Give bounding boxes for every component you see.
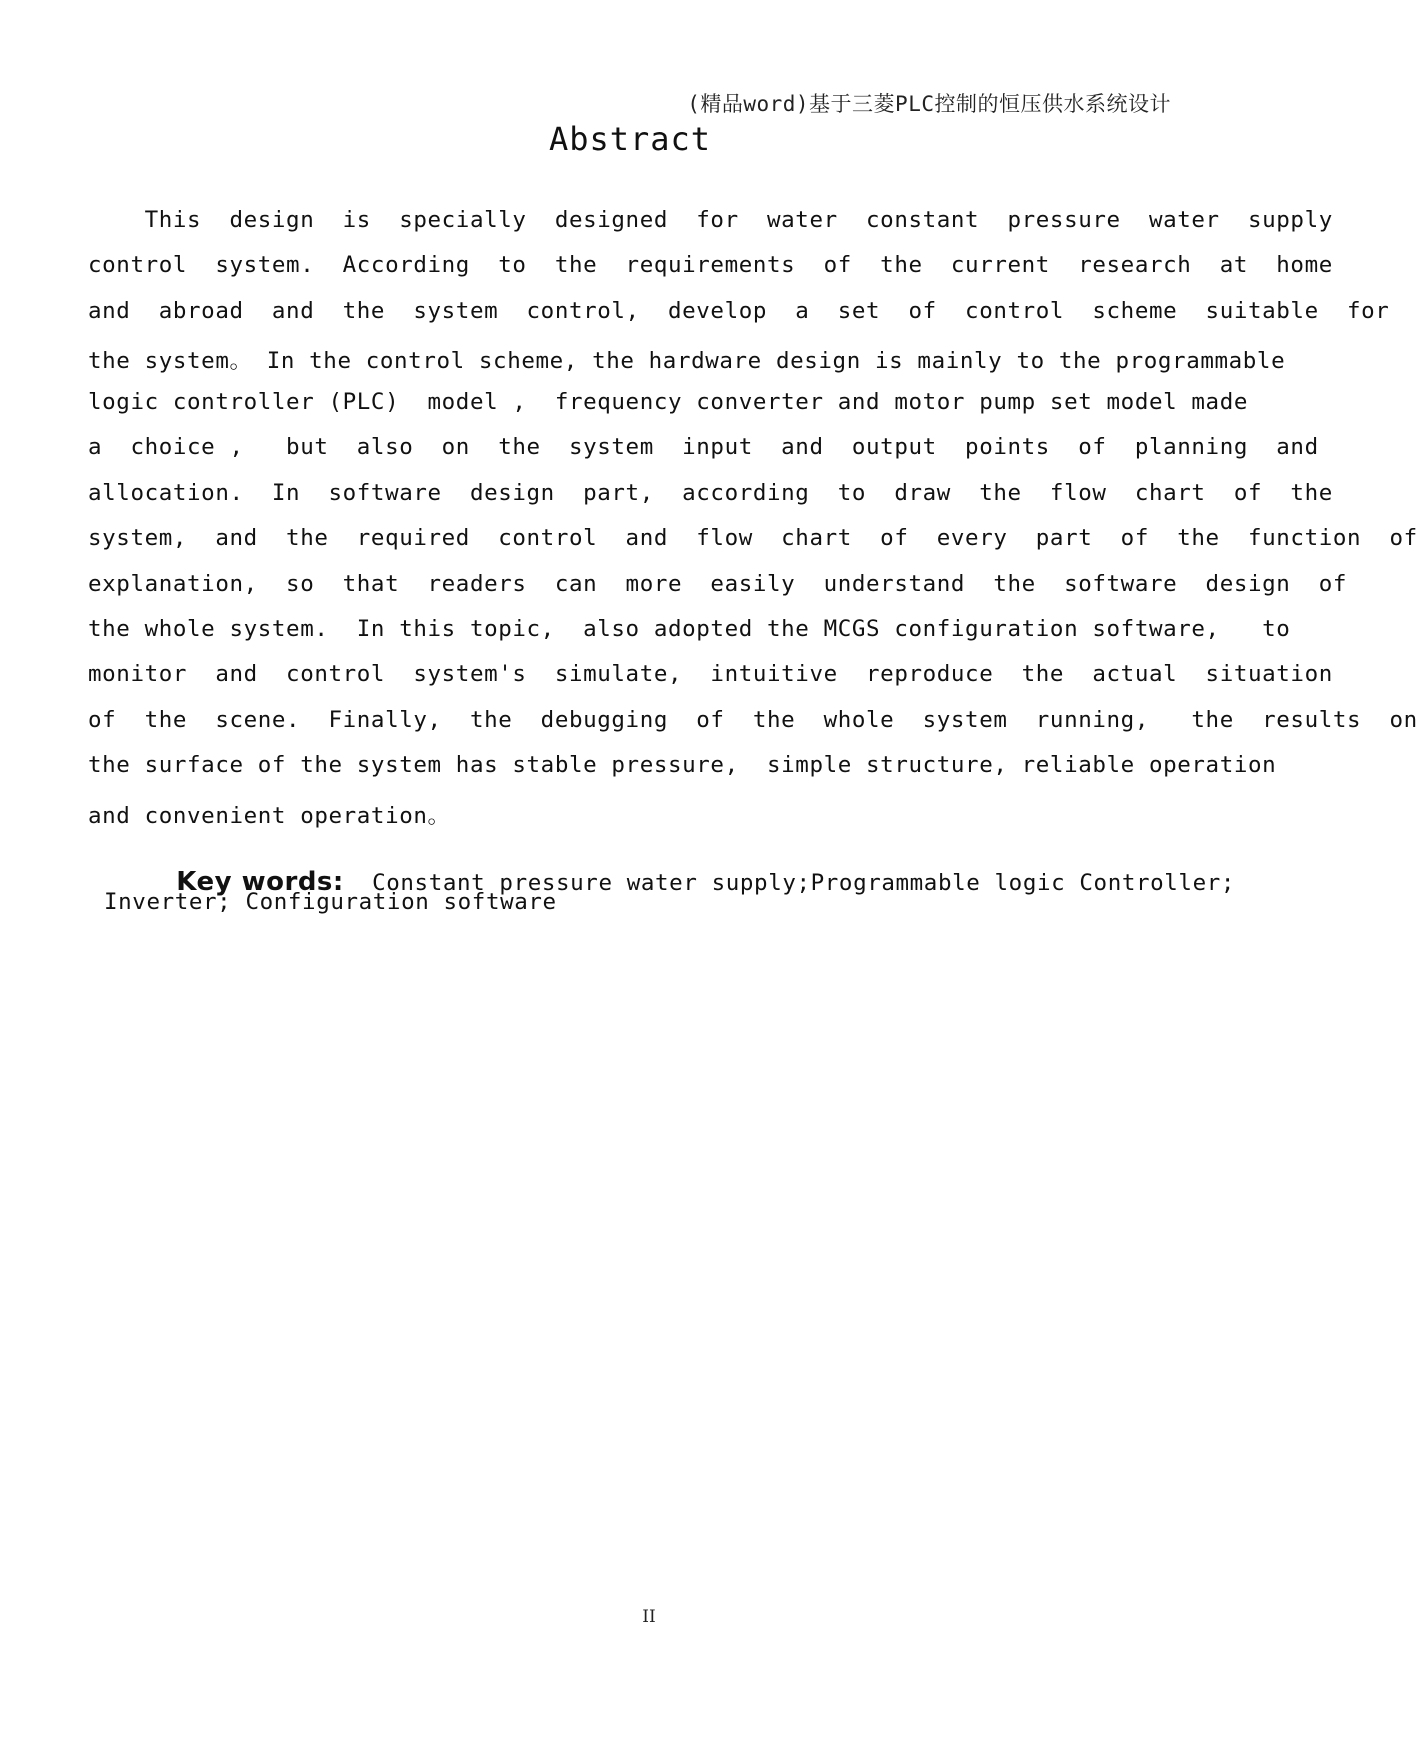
abstract-line: the whole system. In this topic, also adopted the MCGS configuration software, to xyxy=(88,616,1291,642)
abstract-line: the system。 In the control scheme, the hardware design is mainly to the programmable xyxy=(88,348,1286,374)
running-header: (精品word)基于三菱PLC控制的恒压供水系统设计 xyxy=(687,92,1171,116)
abstract-line: control system. According to the requirements of the current research at home xyxy=(88,252,1333,278)
abstract-line: logic controller (PLC) model , frequency converter and motor pump set model made xyxy=(88,389,1248,415)
abstract-title: Abstract xyxy=(548,120,712,158)
abstract-line: monitor and control system's simulate, intuitive reproduce the actual situation xyxy=(88,661,1333,687)
keywords-label: Key words: xyxy=(176,867,344,897)
abstract-line: and abroad and the system control, develop a set of control scheme suitable for xyxy=(88,298,1390,324)
page-number: II xyxy=(642,1607,656,1627)
keywords-text: Constant pressure water supply;Programmable logic Controller; xyxy=(343,870,1236,896)
abstract-line: allocation. In software design part, according to draw the flow chart of the xyxy=(88,480,1333,506)
keywords-line-2: Inverter; Configuration software xyxy=(104,889,557,915)
abstract-line: and convenient operation。 xyxy=(88,803,451,829)
abstract-line: This design is specially designed for water constant pressure water supply xyxy=(88,207,1333,233)
abstract-line: of the scene. Finally, the debugging of the whole system running, the results on xyxy=(88,707,1418,733)
abstract-line: a choice , but also on the system input and output points of planning and xyxy=(88,434,1319,460)
abstract-line: system, and the required control and flow chart of every part of the function of xyxy=(88,525,1418,551)
abstract-line: explanation, so that readers can more easily understand the software design of xyxy=(88,571,1348,597)
abstract-line: the surface of the system has stable pressure, simple structure, reliable operation xyxy=(88,752,1277,778)
